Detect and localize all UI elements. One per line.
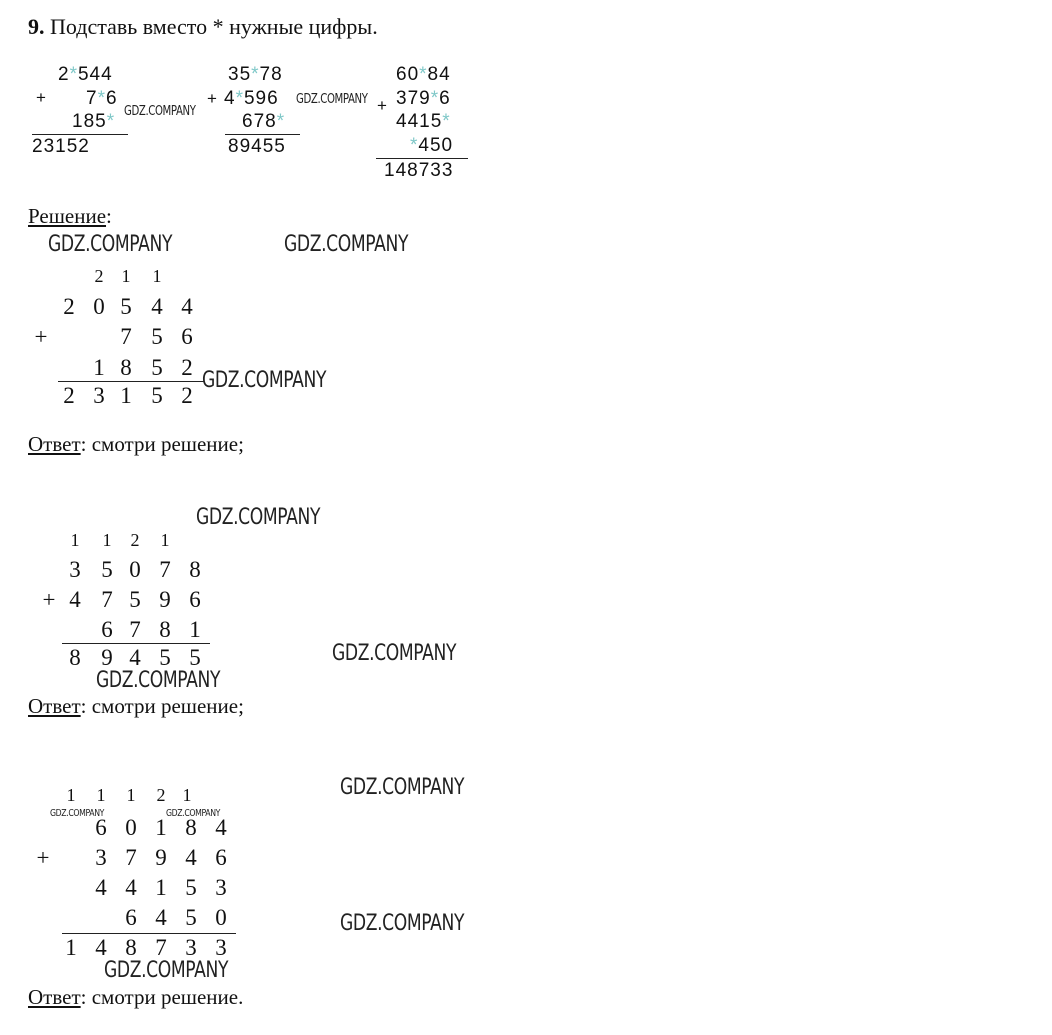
- digit: 6: [95, 815, 107, 840]
- plus-sign: +: [36, 88, 47, 107]
- problem-3-row-4: *450: [410, 135, 454, 156]
- watermark: GDZ.COMPANY: [340, 775, 465, 800]
- result-digit: 4: [95, 935, 107, 960]
- carry-digit: 1: [66, 785, 76, 805]
- digit: 1: [155, 815, 167, 840]
- digit: 4: [185, 845, 197, 870]
- result-digit: 9: [101, 645, 113, 670]
- problem-1-row-1: 2*544: [58, 64, 113, 85]
- sum-line: [32, 134, 128, 135]
- result-digit: 5: [151, 383, 163, 408]
- digit: 6: [181, 324, 193, 349]
- result-digit: 3: [215, 935, 227, 960]
- task-heading: [28, 14, 378, 40]
- digit: 5: [151, 324, 163, 349]
- digit: 8: [185, 815, 197, 840]
- digit: 1: [93, 355, 105, 380]
- result-digit: 8: [69, 645, 81, 670]
- sum-line: [62, 643, 210, 644]
- answer-1: Ответ: смотри решение;: [28, 432, 244, 456]
- carry-digit: 2: [94, 266, 104, 286]
- carry-digit: 1: [96, 785, 106, 805]
- problem-3-result: 148733: [384, 160, 454, 181]
- digit: 4: [69, 587, 81, 612]
- digit: 5: [185, 875, 197, 900]
- digit: 9: [159, 587, 171, 612]
- problem-2-result: 89455: [228, 136, 286, 157]
- digit: 8: [159, 617, 171, 642]
- digit: 4: [151, 294, 163, 319]
- digit: 6: [215, 845, 227, 870]
- digit: 8: [189, 557, 201, 582]
- result-digit: 5: [159, 645, 171, 670]
- digit: 1: [155, 875, 167, 900]
- plus-sign: +: [377, 96, 388, 115]
- digit: 7: [101, 587, 113, 612]
- carry-digit: 1: [121, 266, 131, 286]
- plus-sign: +: [34, 324, 48, 349]
- problem-2-row-1: 35*78: [228, 64, 283, 85]
- carry-digit: 1: [182, 785, 192, 805]
- result-digit: 3: [93, 383, 105, 408]
- problem-2-row-2: 4*596: [224, 88, 279, 109]
- problem-3-row-3: 4415*: [396, 111, 451, 132]
- digit: 1: [189, 617, 201, 642]
- problem-1-row-3: 185*: [72, 111, 116, 132]
- problem-1-result: 23152: [32, 136, 90, 157]
- carry-digit: 1: [70, 530, 80, 550]
- digit: 4: [95, 875, 107, 900]
- watermark: GDZ.COMPANY: [196, 505, 321, 530]
- digit: 5: [185, 905, 197, 930]
- digit: 3: [95, 845, 107, 870]
- digit: 0: [215, 905, 227, 930]
- digit: 5: [120, 294, 132, 319]
- plus-sign: +: [207, 89, 218, 108]
- carry-digit: 1: [160, 530, 170, 550]
- sum-line: [376, 158, 468, 159]
- digit: 0: [125, 815, 137, 840]
- answer-3: Ответ: смотри решение.: [28, 985, 244, 1009]
- digit: 3: [69, 557, 81, 582]
- digit: 7: [120, 324, 132, 349]
- sum-line: [58, 381, 204, 382]
- digit: 8: [120, 355, 132, 380]
- carry-digit: 2: [130, 530, 140, 550]
- sum-line: [62, 933, 236, 934]
- watermark: GDZ.COMPANY: [296, 92, 368, 107]
- result-digit: 1: [120, 383, 132, 408]
- digit: 4: [181, 294, 193, 319]
- watermark: GDZ.COMPANY: [166, 808, 221, 819]
- watermark: GDZ.COMPANY: [284, 232, 409, 257]
- watermark: GDZ.COMPANY: [96, 668, 221, 693]
- result-digit: 4: [129, 645, 141, 670]
- watermark: GDZ.COMPANY: [340, 911, 465, 936]
- problem-1-row-2: 7*6: [86, 88, 118, 109]
- task-number: 9.: [28, 14, 45, 39]
- watermark: GDZ.COMPANY: [48, 232, 173, 257]
- carry-digit: 1: [152, 266, 162, 286]
- result-digit: 5: [189, 645, 201, 670]
- digit: 4: [215, 815, 227, 840]
- problem-2-row-3: 678*: [242, 111, 286, 132]
- digit: 9: [155, 845, 167, 870]
- plus-sign: +: [36, 845, 50, 870]
- answer-2: Ответ: смотри решение;: [28, 694, 244, 718]
- digit: 5: [129, 587, 141, 612]
- result-digit: 2: [63, 383, 75, 408]
- problem-3-row-1: 60*84: [396, 64, 451, 85]
- digit: 5: [151, 355, 163, 380]
- result-digit: 1: [65, 935, 77, 960]
- plus-sign: +: [42, 587, 56, 612]
- carry-digit: 1: [126, 785, 136, 805]
- digit: 7: [129, 617, 141, 642]
- digit: 6: [101, 617, 113, 642]
- digit: 4: [125, 875, 137, 900]
- digit: 2: [63, 294, 75, 319]
- result-digit: 3: [185, 935, 197, 960]
- result-digit: 2: [181, 383, 193, 408]
- task-text: Подставь вместо * нужные цифры.: [50, 14, 378, 39]
- watermark: GDZ.COMPANY: [202, 368, 327, 393]
- digit: 5: [101, 557, 113, 582]
- result-digit: 7: [155, 935, 167, 960]
- digit: 0: [129, 557, 141, 582]
- digit: 6: [125, 905, 137, 930]
- watermark: GDZ.COMPANY: [332, 641, 457, 666]
- problem-3-row-2: 379*6: [396, 88, 451, 109]
- digit: 4: [155, 905, 167, 930]
- digit: 2: [181, 355, 193, 380]
- sum-line: [225, 134, 300, 135]
- carry-digit: 1: [102, 530, 112, 550]
- carry-digit: 2: [156, 785, 166, 805]
- watermark: GDZ.COMPANY: [104, 958, 229, 983]
- digit: 7: [159, 557, 171, 582]
- result-digit: 8: [125, 935, 137, 960]
- solution-label: Решение:: [28, 204, 112, 228]
- watermark: GDZ.COMPANY: [50, 808, 105, 819]
- digit: 7: [125, 845, 137, 870]
- watermark: GDZ.COMPANY: [124, 104, 196, 119]
- digit: 0: [93, 294, 105, 319]
- digit: 6: [189, 587, 201, 612]
- digit: 3: [215, 875, 227, 900]
